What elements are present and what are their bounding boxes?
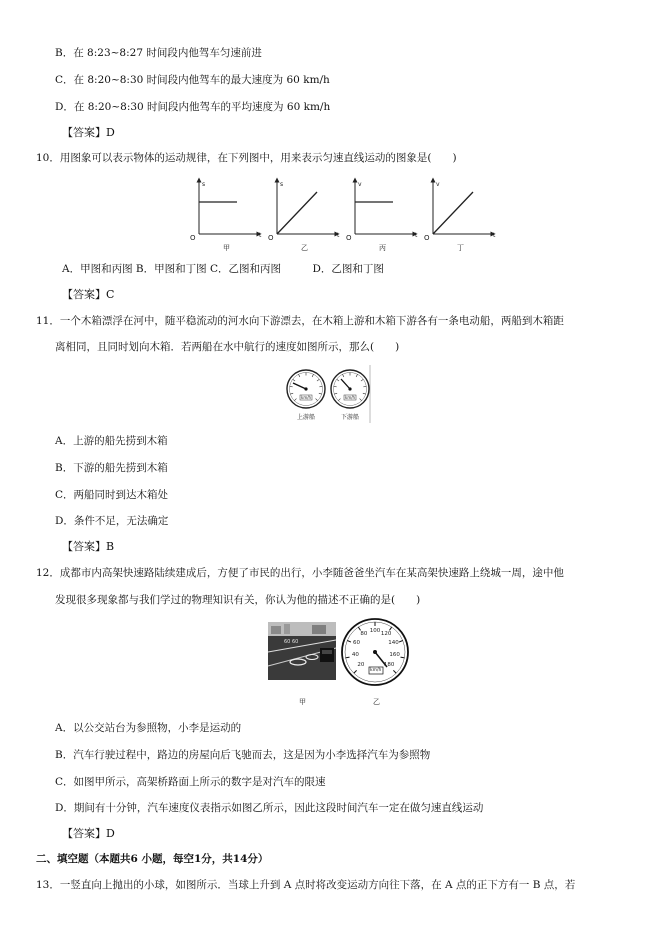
q12-answer: 【答案】D (62, 827, 115, 840)
speedometer-unit: km/h (370, 668, 382, 673)
origin-label: O (346, 234, 352, 242)
q10-stem: 10．用图象可以表示物体的运动规律，在下列图中，用来表示匀速直线运动的图象是( ) (36, 152, 457, 164)
q12-option-d: D．期间有十分钟，汽车速度仪表指示如图乙所示，因此这段时间汽车一定在做匀速直线运动 (55, 802, 484, 814)
downstream-gauge-label: 下游船 (341, 414, 360, 421)
graph-name: 丙 (379, 244, 386, 252)
q9-option-c: C．在 8:20~8:30 时间段内他驾车的最大速度为 60 km/h (55, 74, 330, 86)
x-axis-label: t (493, 232, 496, 239)
x-axis-label: t (337, 232, 340, 239)
q10-options: A．甲图和丙图 B．甲图和丁图 C．乙图和丙图 D．乙图和丁图 (62, 263, 384, 275)
speedometer-tick-label: 80 (360, 631, 368, 638)
q10-graphs-svg (185, 178, 496, 254)
q12-fig-a-label: 甲 (299, 698, 306, 706)
upstream-gauge-label: 上游船 (297, 414, 316, 421)
origin-label: O (424, 234, 430, 242)
q13-stem: 13．一竖直向上抛出的小球，如图所示．当球上升到 A 点时将改变运动方向往下落，在 A 点的正下方有一 B 点，若 (36, 879, 576, 891)
x-axis-label: t (415, 232, 418, 239)
speedometer-tick-label: 100 (369, 628, 381, 634)
downstream-gauge-icon (331, 370, 369, 408)
q9-option-d: D．在 8:20~8:30 时间段内他驾车的平均速度为 60 km/h (55, 101, 331, 113)
q11-option-c: C．两船同时到达木箱处 (55, 489, 169, 501)
graph-line (277, 192, 317, 234)
q10-answer: 【答案】C (62, 288, 115, 301)
q10-graph-3 (346, 180, 418, 252)
origin-label: O (190, 234, 196, 242)
graph-name: 丁 (457, 244, 464, 252)
q10-graph-1 (190, 180, 262, 252)
upstream-gauge-unit: km/h (301, 395, 312, 400)
speedometer-tick-label: 120 (380, 631, 392, 638)
q11-option-b: B．下游的船先捞到木箱 (55, 462, 168, 474)
speedometer-tick-label: 20 (357, 662, 365, 669)
road-speed-marks: 60 60 (284, 639, 299, 645)
q12-stem-line2: 发现很多现象都与我们学过的物理知识有关，你认为他的描述不正确的是( ) (55, 594, 421, 606)
downstream-gauge-unit: km/h (345, 395, 356, 400)
section2-heading: 二、填空题（本题共6 小题，每空1分，共14分） (36, 853, 269, 865)
q11-option-d: D．条件不足，无法确定 (55, 515, 169, 527)
q10-graph-2 (268, 180, 340, 252)
speedometer-tick-label: 40 (351, 651, 359, 658)
x-axis-label: t (259, 232, 262, 239)
q9-answer: 【答案】D (62, 126, 115, 139)
y-axis-label: s (202, 181, 206, 188)
y-axis-label: s (280, 181, 284, 188)
q12-option-a: A．以公交站台为参照物，小李是运动的 (55, 722, 242, 734)
graph-name: 甲 (223, 244, 230, 252)
q10-graph-4 (424, 180, 496, 252)
q12-option-b: B．汽车行驶过程中，路边的房屋向后飞驰而去，这是因为小李选择汽车为参照物 (55, 749, 431, 761)
upstream-gauge-icon (287, 370, 325, 408)
speedometer-tick-label: 60 (353, 640, 361, 647)
graph-name: 乙 (301, 244, 308, 252)
q11-answer: 【答案】B (62, 540, 115, 553)
q11-stem-line2: 离相同，且同时划向木箱．若两船在水中航行的速度如图所示，那么( ) (55, 341, 400, 353)
q11-option-a: A．上游的船先捞到木箱 (55, 435, 168, 447)
q11-stem-line1: 11．一个木箱漂浮在河中，随平稳流动的河水向下游漂去，在木箱上游和木箱下游各有一条电动船，两船到木箱距 (36, 315, 564, 327)
q12-stem-line1: 12．成都市内高架快速路陆续建成后，方便了市民的出行，小李随爸爸坐汽车在某高架快速路上绕城一周，途中他 (36, 567, 564, 579)
origin-label: O (268, 234, 274, 242)
y-axis-label: v (358, 181, 362, 188)
graph-line (433, 192, 473, 234)
speedometer-tick-label: 140 (388, 640, 399, 647)
q12-fig-b-label: 乙 (373, 698, 380, 706)
speedometer-tick-label: 160 (389, 651, 400, 658)
y-axis-label: v (436, 181, 440, 188)
q9-option-b: B．在 8:23~8:27 时间段内他驾车匀速前进 (55, 47, 262, 59)
road-photo-image (268, 622, 336, 680)
speedometer-tick-label: 180 (383, 662, 395, 669)
q12-option-c: C．如图甲所示，高架桥路面上所示的数字是对汽车的限速 (55, 776, 326, 788)
